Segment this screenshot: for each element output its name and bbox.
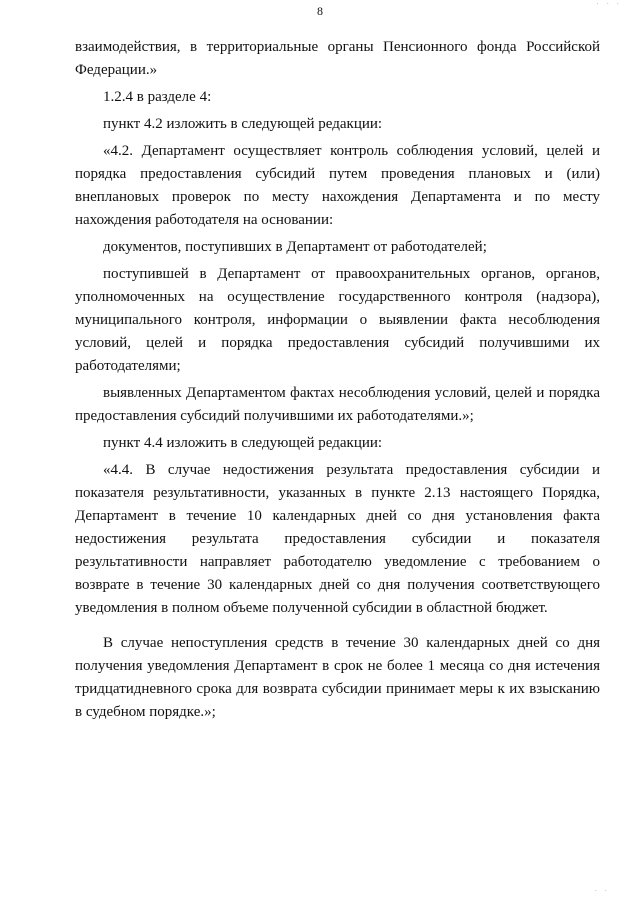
paragraph-continuation: взаимодействия, в территориальные органы Пенсионного фонда Российской Федерации.» — [75, 39, 600, 78]
paragraph-clause-4-4: «4.4. В случае недостижения результата предоставления субсидии и показателя результативности, указанных в пункте 2.13 настоящего Порядка, Департамент в течение 10 календарных дней со дня установления факта недостижения результата предоставления субсидии и показателя результативности направляет работодателю уведомление с требованием о возврате в течение 30 календарных дней со дня получения соответствующего уведомления в полном объеме полученной субсидии в областной бюджет. — [75, 462, 600, 616]
paragraph-list-item: поступившей в Департамент от правоохранительных органов, органов, уполномоченных на осуществление государственного контроля (надзора), муниципального контроля, информации о выявлении факта несоблюдения условий, целей и порядка предоставления субсидий получившими их работодателями; — [75, 266, 600, 374]
paragraph-clause-4-2: «4.2. Департамент осуществляет контроль соблюдения условий, целей и порядка предоставления субсидий путем проведения плановых и (или) внеплановых проверок по месту нахождения Департамента и по месту нахождения работодателя на основании: — [75, 143, 600, 228]
paragraph-clause-4-4-continued: В случае непоступления средств в течение 30 календарных дней со дня получения уведомления Департамент в срок не более 1 месяца со дня истечения тридцатидневного срока для возврата субсидии принимает меры к их взысканию в судебном порядке.»; — [75, 635, 600, 720]
page-number: 8 — [317, 4, 323, 18]
paragraph-list-item: выявленных Департаментом фактах несоблюдения условий, целей и порядка предоставления субсидий получившими их работодателями.»; — [75, 385, 600, 424]
paragraph-instruction: пункт 4.2 изложить в следующей редакции: — [103, 116, 383, 132]
scan-artifact: · · — [594, 887, 610, 895]
document-body — [75, 36, 600, 724]
paragraph-instruction: пункт 4.4 изложить в следующей редакции: — [103, 435, 383, 451]
paragraph-subsection: 1.2.4 в разделе 4: — [103, 89, 212, 105]
scan-artifact: · · · — [596, 0, 622, 8]
paragraph-list-item: документов, поступивших в Департамент от работодателей; — [103, 239, 487, 255]
